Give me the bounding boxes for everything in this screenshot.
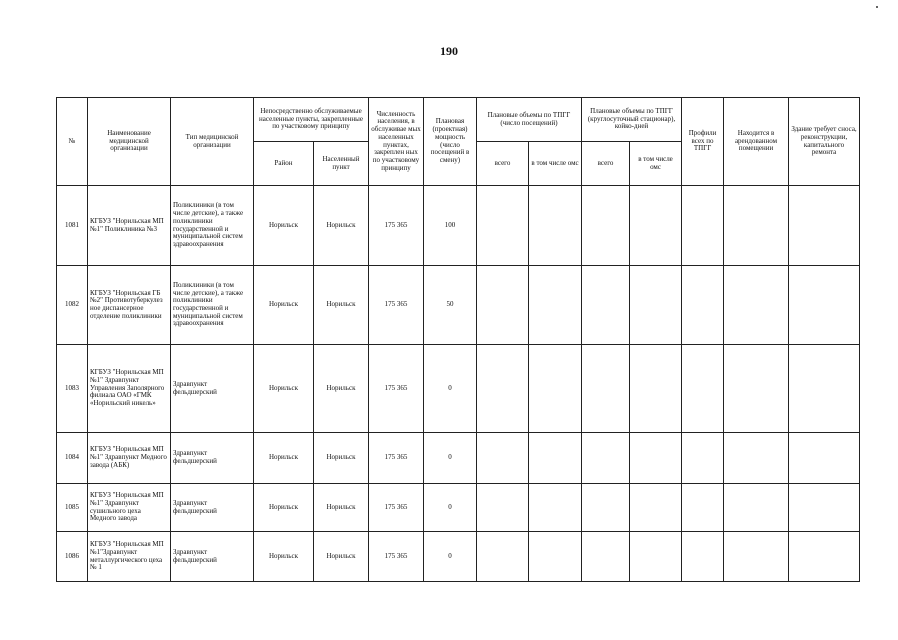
row-num: 1086 <box>57 532 88 582</box>
header-org-type: Тип медицинской организации <box>171 98 254 186</box>
table-row <box>57 345 860 433</box>
row-empty-cell <box>682 345 724 433</box>
row-district: Норильск <box>254 345 314 433</box>
row-empty-cell <box>477 186 529 266</box>
row-empty-cell <box>724 266 789 345</box>
row-org: КГБУЗ "Норильская МП №1" Поликлиника №3 <box>88 186 171 266</box>
header-rented: Находится в арендованном помещении <box>724 98 789 186</box>
row-num: 1084 <box>57 433 88 484</box>
row-empty-cell <box>789 532 860 582</box>
table-row <box>57 433 860 484</box>
row-population: 175 365 <box>369 186 424 266</box>
row-district: Норильск <box>254 532 314 582</box>
row-empty-cell <box>477 433 529 484</box>
table-row <box>57 484 860 532</box>
row-capacity: 0 <box>424 532 477 582</box>
row-empty-cell <box>582 433 630 484</box>
row-empty-cell <box>724 433 789 484</box>
row-population: 175 365 <box>369 433 424 484</box>
row-empty-cell <box>477 532 529 582</box>
table-row <box>57 186 860 266</box>
row-settlement: Норильск <box>314 186 369 266</box>
header-settlement: Населенный пункт <box>314 142 369 186</box>
header-district: Район <box>254 142 314 186</box>
row-empty-cell <box>630 484 682 532</box>
row-settlement: Норильск <box>314 532 369 582</box>
row-type: Здравпункт фельдшерский <box>171 484 254 532</box>
row-empty-cell <box>630 433 682 484</box>
row-district: Норильск <box>254 266 314 345</box>
header-served-points: Непосредственно обслуживаемые населенные пункты, закрепленные по участковому принципу <box>254 98 369 142</box>
row-empty-cell <box>630 266 682 345</box>
row-type: Здравпункт фельдшерский <box>171 433 254 484</box>
row-empty-cell <box>529 484 582 532</box>
scan-dot <box>876 6 878 8</box>
row-capacity: 0 <box>424 345 477 433</box>
row-district: Норильск <box>254 484 314 532</box>
header-incl-oms-2: в том числе омс <box>630 142 682 186</box>
header-population: Численность населения, в обслуживае мых населенных пунктах, закреплен ных по участковому принципу <box>369 98 424 186</box>
row-empty-cell <box>724 484 789 532</box>
header-total: всего <box>477 142 529 186</box>
table-row <box>57 532 860 582</box>
row-empty-cell <box>582 345 630 433</box>
row-empty-cell <box>477 345 529 433</box>
row-org: КГБУЗ "Норильская ГБ №2" Противотуберкулез ное диспансерное отделение поликлиники <box>88 266 171 345</box>
header-demolition: Здание требует сноса, реконструкции, капитального ремонта <box>789 98 860 186</box>
row-empty-cell <box>789 433 860 484</box>
row-org: КГБУЗ "Норильская МП №1" Здравпункт сушильного цеха Медного завода <box>88 484 171 532</box>
row-empty-cell <box>724 186 789 266</box>
row-empty-cell <box>582 532 630 582</box>
row-org: КГБУЗ "Норильская МП №1" Здравпункт Медного завода (АБК) <box>88 433 171 484</box>
row-settlement: Норильск <box>314 484 369 532</box>
row-empty-cell <box>682 532 724 582</box>
row-empty-cell <box>529 345 582 433</box>
row-type: Здравпункт фельдшерский <box>171 532 254 582</box>
page-number: 190 <box>440 44 458 58</box>
row-settlement: Норильск <box>314 266 369 345</box>
header-tpgg-hospital: Плановые объемы по ТПГГ (круглосуточный стационар), койко-дней <box>582 98 682 142</box>
row-empty-cell <box>724 532 789 582</box>
row-population: 175 365 <box>369 266 424 345</box>
row-type: Поликлиники (в том числе детские), а также поликлиники государственной и муниципальной систем здравоохранения <box>171 266 254 345</box>
header-num: № <box>57 98 88 186</box>
row-num: 1083 <box>57 345 88 433</box>
row-empty-cell <box>789 186 860 266</box>
row-empty-cell <box>682 186 724 266</box>
row-district: Норильск <box>254 433 314 484</box>
row-num: 1082 <box>57 266 88 345</box>
header-total-2: всего <box>582 142 630 186</box>
row-population: 175 365 <box>369 532 424 582</box>
row-capacity: 0 <box>424 433 477 484</box>
row-empty-cell <box>724 345 789 433</box>
row-num: 1081 <box>57 186 88 266</box>
row-empty-cell <box>529 532 582 582</box>
row-empty-cell <box>789 345 860 433</box>
medical-organizations-table <box>56 97 860 582</box>
row-empty-cell <box>630 186 682 266</box>
row-empty-cell <box>630 345 682 433</box>
row-empty-cell <box>682 433 724 484</box>
row-district: Норильск <box>254 186 314 266</box>
row-empty-cell <box>529 186 582 266</box>
header-capacity: Плановая (проектная) мощность (число посещений в смену) <box>424 98 477 186</box>
header-org-name: Наименование медицинской организации <box>88 98 171 186</box>
row-empty-cell <box>477 484 529 532</box>
row-num: 1085 <box>57 484 88 532</box>
row-capacity: 0 <box>424 484 477 532</box>
row-empty-cell <box>477 266 529 345</box>
row-population: 175 365 <box>369 345 424 433</box>
table-row <box>57 266 860 345</box>
row-capacity: 100 <box>424 186 477 266</box>
header-tpgg-volume: Плановые объемы по ТПГГ (число посещений) <box>477 98 582 142</box>
row-empty-cell <box>682 484 724 532</box>
row-empty-cell <box>682 266 724 345</box>
row-settlement: Норильск <box>314 345 369 433</box>
row-empty-cell <box>582 266 630 345</box>
row-empty-cell <box>582 484 630 532</box>
row-population: 175 365 <box>369 484 424 532</box>
row-empty-cell <box>582 186 630 266</box>
row-empty-cell <box>789 484 860 532</box>
header-incl-oms: в том числе омс <box>529 142 582 186</box>
row-type: Поликлиники (в том числе детские), а также поликлиники государственной и муниципальной систем здравоохранения <box>171 186 254 266</box>
row-org: КГБУЗ "Норильская МП №1"Здравпункт металлургического цеха № 1 <box>88 532 171 582</box>
header-profiles: Профили всех по ТПГГ <box>682 98 724 186</box>
row-org: КГБУЗ "Норильская МП №1" Здравпункт Управления Заполярного филиала ОАО «ГМК «Норильский никель» <box>88 345 171 433</box>
row-capacity: 50 <box>424 266 477 345</box>
row-type: Здравпункт фельдшерский <box>171 345 254 433</box>
row-empty-cell <box>630 532 682 582</box>
row-empty-cell <box>789 266 860 345</box>
row-empty-cell <box>529 266 582 345</box>
row-empty-cell <box>529 433 582 484</box>
row-settlement: Норильск <box>314 433 369 484</box>
